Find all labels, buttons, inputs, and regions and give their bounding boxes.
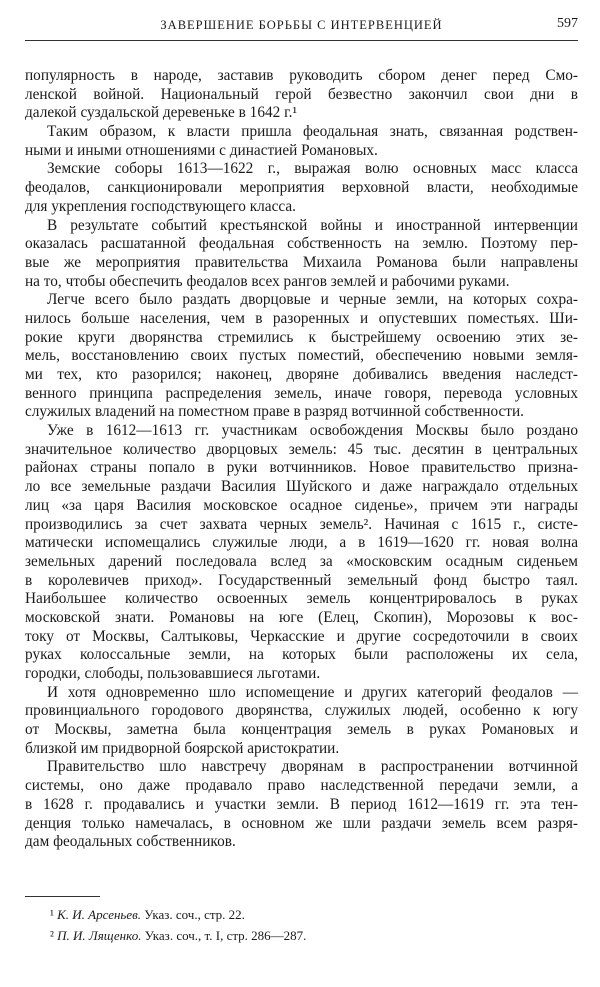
text-line: Правительство шло навстречу дворянам в распространении вотчинной: [47, 758, 578, 776]
text-line: городки, слободы, пользовавшиеся льготами.: [25, 665, 321, 682]
running-title: ЗАВЕРШЕНИЕ БОРЬБЫ С ИНТЕРВЕНЦИЕЙ: [160, 18, 443, 32]
text-line: руках колоссальные земли, на которых были расположены их села,: [25, 646, 578, 664]
paragraph: [25, 291, 578, 422]
footnote-author: К. И. Арсеньев.: [57, 907, 142, 922]
paragraph: [25, 123, 578, 160]
text-line: оказалась расшатанной феодальная собственность на землю. Поэтому пер-: [25, 235, 578, 253]
body-text: [25, 67, 578, 852]
paragraph: [25, 422, 578, 684]
text-line: значительное количество дворцовых земель: 45 тыс. десятин в центральных: [25, 440, 578, 458]
text-line: ми тех, кто разорился; наконец, дворяне добивались введения наследст-: [25, 366, 578, 383]
text-line: московской знати. Романовы на юге (Елец, Скопин), Морозовы к вос-: [25, 608, 578, 626]
text-line: близкой им придворной боярской аристократии.: [25, 739, 340, 757]
text-line: в 1628 г. продавались и участки земли. В период 1612—1619 гг. эта тен-: [25, 795, 578, 813]
text-line: мель, восстановлению своих пустых поместий, обеспечению новыми земля-: [25, 347, 578, 365]
text-line: ло все земельные раздачи Василия Шуйского и даже награждало отдельных: [25, 478, 578, 496]
text-line: феодалов, санкционировали мероприятия верховной власти, необходимые: [25, 179, 578, 197]
footnote-text: Указ. соч., т. I, стр. 286—287.: [141, 928, 307, 943]
text-line: в королевичев приход». Государственный земельный фонд быстро таял.: [25, 571, 578, 589]
text-line: вые же мероприятия правительства Михаила Романова были направлены: [25, 253, 578, 271]
text-line: служилых владений на поместном праве в разряд вотчинной собственности.: [25, 403, 524, 421]
paragraph: [25, 217, 578, 292]
footnote: [50, 925, 306, 946]
text-line: Легче всего было раздать дворцовые и черные земли, на которых сохра-: [47, 291, 578, 309]
paragraph: [25, 758, 578, 851]
text-line: для укрепления господствующего класса.: [25, 197, 296, 215]
text-line: от Москвы, заметна была концентрация земель в руках Романовых и: [25, 721, 578, 739]
paragraph: [25, 160, 578, 216]
text-line: денция только намечалась, в основном же шли раздачи земель всем разря-: [25, 814, 578, 832]
text-line: на то, чтобы обеспечить феодалов всех рангов землей и рабочими руками.: [25, 272, 510, 290]
text-line: нилось больше населения, чем в разоренных и опустевших поместьях. Ши-: [25, 309, 578, 327]
text-line: производились за счет захвата черных земель². Начиная с 1615 г., систе-: [25, 515, 578, 533]
text-line: провинциального городового дворянства, служилых людей, особенно к югу: [25, 702, 578, 720]
text-line: лиц «за царя Василия московское осадное сиденье», причем эти награды: [25, 496, 578, 514]
paragraph: [25, 67, 578, 123]
text-line: Таким образом, к власти пришла феодальная знать, связанная родствен-: [47, 123, 578, 141]
page-header: [25, 14, 578, 41]
text-line: системы, оно даже продавало право наследственной передачи земли, а: [25, 777, 578, 795]
text-line: Наибольшее количество освоенных земель концентрировалось в руках: [25, 590, 578, 608]
text-line: дам феодальных собственников.: [25, 833, 236, 851]
paragraph: [25, 684, 578, 759]
footnote-author: П. И. Лященко.: [57, 928, 142, 943]
text-line: земельных дарений последовала вслед за «московским осадным сиденьем: [25, 552, 578, 570]
text-line: ными и иными отношениями с династией Романовых.: [25, 141, 378, 159]
text-line: рокие круги дворянства стремились к быстрейшему освоению этих зе-: [25, 328, 578, 346]
text-line: районах страны попало в руки вотчинников. Новое правительство призна-: [25, 459, 578, 477]
text-line: ленской войной. Национальный герой безвестно закончил свои дни в: [25, 85, 578, 103]
text-line: венного принципа распределения земель, иначе говоря, перевода условных: [25, 384, 578, 402]
page-number: 597: [557, 16, 578, 31]
text-line: току от Москвы, Салтыковы, Черкасские и другие сосредоточили в своих: [25, 627, 578, 645]
text-line: И хотя одновременно шло испомещение и других категорий феодалов —: [47, 683, 578, 701]
footnote-mark: ²: [50, 928, 58, 943]
footnotes: [50, 904, 306, 946]
text-line: В результате событий крестьянской войны и иностранной интервенции: [47, 216, 578, 234]
text-line: Уже в 1612—1613 гг. участникам освобождения Москвы было роздано: [47, 422, 578, 440]
text-line: далекой суздальской деревеньке в 1642 г.¹: [25, 104, 298, 122]
text-line: Земские соборы 1613—1622 г., выражая волю основных масс класса: [47, 160, 578, 178]
text-line: популярность в народе, заставив руководить сбором денег перед Смо-: [25, 67, 578, 84]
text-line: матически испомещались служилые люди, а в 1619—1620 гг. новая волна: [25, 534, 578, 552]
footnote-divider: [25, 896, 100, 897]
footnote: [50, 904, 306, 925]
footnote-text: Указ. соч., стр. 22.: [141, 907, 245, 922]
footnote-mark: ¹: [50, 907, 58, 922]
